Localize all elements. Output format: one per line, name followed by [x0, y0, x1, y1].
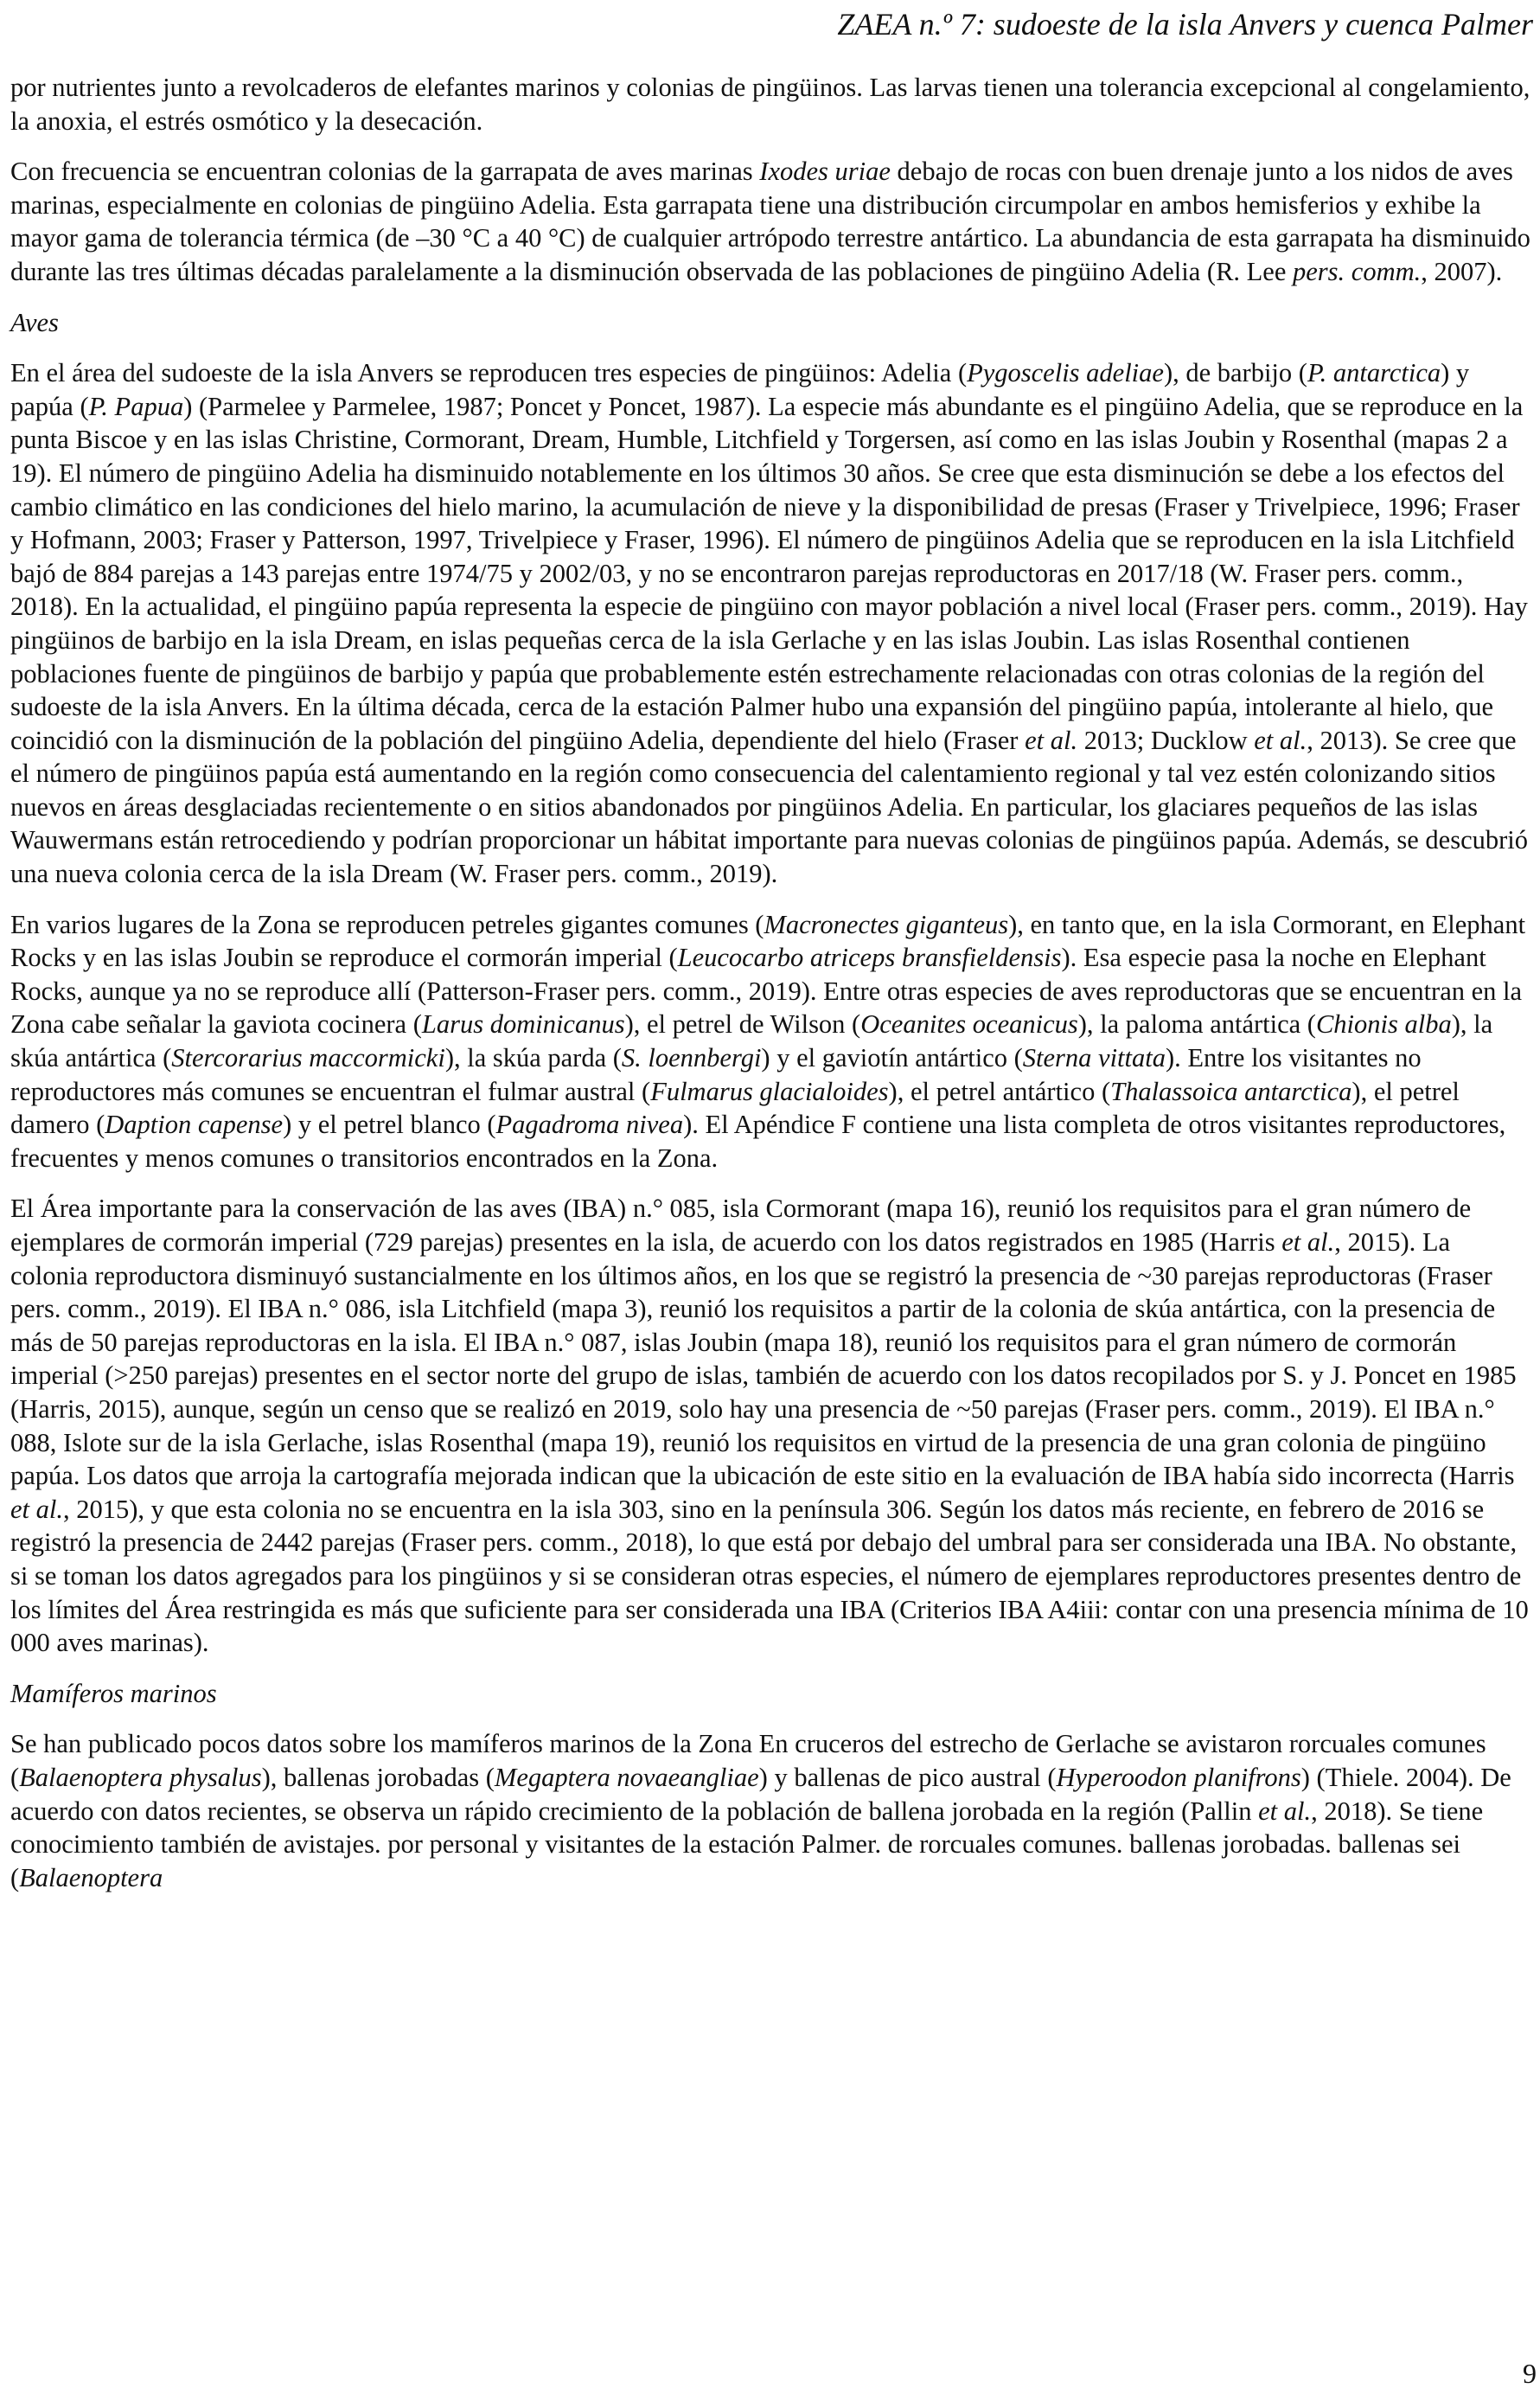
- text-run: ), el petrel damero (: [10, 1076, 1460, 1140]
- body-paragraph: [10, 1727, 1534, 1894]
- document-body: [10, 71, 1534, 1911]
- italic-text: Leucocarbo atriceps bransfieldensis: [677, 943, 1062, 973]
- text-run: ). Esa especie pasa la noche en Elephant Rocks, aunque ya no se reproduce allí (Patterson-Fraser pers. comm., 2019). Entre otras especies de aves reproductoras que se encuentran en la Zona cabe señalar la gaviota cocinera (: [10, 943, 1523, 1040]
- italic-text: Fulmarus glacialoides: [650, 1076, 889, 1106]
- text-run: ), ballenas jorobadas (: [261, 1762, 495, 1792]
- text-run: , 2007).: [1421, 256, 1503, 286]
- body-paragraph: [10, 1192, 1534, 1659]
- italic-text: pers. comm.: [1293, 256, 1422, 286]
- text-run: Con frecuencia se encuentran colonias de la garrapata de aves marinas: [10, 157, 760, 187]
- text-run: debajo de rocas con buen drenaje junto a los nidos de aves marinas, especialmente en colonias de pingüino Adelia. Esta garrapata tiene una distribución circumpolar en ambos hemisferios y exhibe la mayor gama de tolerancia térmica (de –30 °C a 40 °C) de cualquier artrópodo terrestre antártico. La abundancia de esta garrapata ha disminuido durante las tres últimas décadas paralelamente a la disminución observada de las poblaciones de pingüino Adelia (R. Lee: [10, 157, 1530, 286]
- italic-text: Daption capense: [105, 1110, 284, 1140]
- text-run: ), el petrel de Wilson (: [624, 1009, 861, 1040]
- italic-text: P. Papua: [88, 391, 184, 421]
- italic-text: et al.: [10, 1494, 63, 1524]
- text-run: , 2015), y que esta colonia no se encuentra en la isla 303, sino en la península 306. Según los datos más reciente, en febrero de 2016 se registró la presencia de 2442 parejas (Fraser pers. comm., 2018), lo que está por debajo del umbral para ser considerada una IBA. No obstante, si se toman los datos agregados para los pingüinos y si se consideran otras especies, el número de ejemplares reproductores presentes dentro de los límites del Área restringida es más que suficiente para ser considerada una IBA (Criterios IBA A4iii: contar con una presencia mínima de 10 000 aves marinas).: [10, 1494, 1529, 1658]
- body-paragraph: [10, 71, 1534, 138]
- italic-text: Aves: [10, 307, 59, 337]
- text-run: En varios lugares de la Zona se reproducen petreles gigantes comunes (: [10, 909, 764, 939]
- text-run: En el área del sudoeste de la isla Anvers se reproducen tres especies de pingüinos: Adelia (: [10, 358, 968, 388]
- italic-text: et al.: [1025, 725, 1078, 755]
- italic-text: Hyperoodon planifrons: [1056, 1762, 1301, 1792]
- running-header: ZAEA n.º 7: sudoeste de la isla Anvers y cuenca Palmer: [837, 7, 1533, 42]
- text-run: , 2018). Se tiene conocimiento también de avistajes. por personal y visitantes de la estación Palmer. de rorcuales comunes. ballenas jorobadas. ballenas sei (: [10, 1796, 1484, 1892]
- text-run: ) y el gaviotín antártico (: [761, 1043, 1023, 1073]
- body-paragraph: [10, 155, 1534, 288]
- text-run: 2013; Ducklow: [1077, 725, 1255, 755]
- text-run: ), de barbijo (: [1163, 358, 1307, 388]
- section-heading: [10, 306, 1534, 340]
- italic-text: Mamíferos marinos: [10, 1678, 217, 1708]
- text-run: ), en tanto que, en la isla Cormorant, en Elephant Rocks y en las islas Joubin se reproduce el cormorán imperial (: [10, 909, 1526, 973]
- italic-text: Balaenoptera: [19, 1862, 163, 1892]
- italic-text: Oceanites oceanicus: [860, 1009, 1078, 1040]
- italic-text: Balaenoptera physalus: [19, 1762, 262, 1792]
- page-number: 9: [1523, 2358, 1537, 2389]
- italic-text: Pagadroma nivea: [495, 1110, 684, 1140]
- text-run: ) (Thiele. 2004). De acuerdo con datos recientes, se observa un rápido crecimiento de la población de ballena jorobada en la región (Pallin: [10, 1762, 1511, 1826]
- text-run: ), la skúa antártica (: [10, 1009, 1493, 1073]
- italic-text: Ixodes uriae: [759, 157, 891, 187]
- body-paragraph: [10, 908, 1534, 1175]
- text-run: ). El Apéndice F contiene una lista completa de otros visitantes reproductores, frecuentes y menos comunes o transitorios encontrados en la Zona.: [10, 1110, 1506, 1173]
- italic-text: Stercorarius maccormicki: [171, 1043, 445, 1073]
- text-run: ). Entre los visitantes no reproductores más comunes se encuentran el fulmar austral (: [10, 1043, 1422, 1106]
- text-run: El Área importante para la conservación de las aves (IBA) n.° 085, isla Cormorant (mapa 16), reunió los requisitos para el gran número de ejemplares de cormorán imperial (729 parejas) presentes en la isla, de acuerdo con los datos registrados en 1985 (Harris: [10, 1194, 1472, 1257]
- text-run: , 2013). Se cree que el número de pingüinos papúa está aumentando en la región como consecuencia del calentamiento regional y tal vez estén colonizando sitios nuevos en áreas desglaciadas recientemente o en sitios abandonados por pingüinos Adelia. En particular, los glaciares pequeños de las islas Wauwermans están retrocediendo y podrían proporcionar un hábitat importante para nuevas colonias de pingüinos papúa. Además, se descubrió una nueva colonia cerca de la isla Dream (W. Fraser pers. comm., 2019).: [10, 725, 1528, 889]
- section-heading: [10, 1677, 1534, 1711]
- text-run: Se han publicado pocos datos sobre los mamíferos marinos de la Zona En cruceros del estrecho de Gerlache se avistaron rorcuales comunes (: [10, 1729, 1486, 1792]
- italic-text: P. antarctica: [1307, 358, 1441, 388]
- text-run: ) y el petrel blanco (: [283, 1110, 496, 1140]
- text-run: , 2015). La colonia reproductora disminuyó sustancialmente en los últimos años, en los que se registró la presencia de ~30 parejas reproductoras (Fraser pers. comm., 2019). El IBA n.° 086, isla Litchfield (mapa 3), reunió los requisitos a partir de la colonia de skúa antártica, con la presencia de más de 50 parejas reproductoras en la isla. El IBA n.° 087, islas Joubin (mapa 18), reunió los requisitos para el gran número de cormorán imperial (>250 parejas) presentes en el sector norte del grupo de islas, también de acuerdo con los datos recopilados por S. y J. Poncet en 1985 (Harris, 2015), aunque, según un censo que se realizó en 2019, solo hay una presencia de ~50 parejas (Fraser pers. comm., 2019). El IBA n.° 088, Islote sur de la isla Gerlache, islas Rosenthal (mapa 19), reunió los requisitos en virtud de la presencia de una gran colonia de pingüino papúa. Los datos que arroja la cartografía mejorada indican que la ubicación de este sitio en la evaluación de IBA había sido incorrecta (Harris: [10, 1227, 1517, 1491]
- italic-text: Pygoscelis adeliae: [967, 358, 1164, 388]
- italic-text: Sterna vittata: [1022, 1043, 1166, 1073]
- text-run: ) y papúa (: [10, 358, 1470, 421]
- text-run: ) y ballenas de pico austral (: [758, 1762, 1057, 1792]
- body-paragraph: [10, 356, 1534, 891]
- italic-text: et al.: [1254, 725, 1307, 755]
- italic-text: Thalassoica antarctica: [1110, 1076, 1352, 1106]
- text-run: ) (Parmelee y Parmelee, 1987; Poncet y Poncet, 1987). La especie más abundante es el pingüino Adelia, que se reproduce en la punta Biscoe y en las islas Christine, Cormorant, Dream, Humble, Litchfield y Torgersen, así como en las islas Joubin y Rosenthal (mapas 2 a 19). El número de pingüino Adelia ha disminuido notablemente en los últimos 30 años. Se cree que esta disminución se debe a los efectos del cambio climático en las condiciones del hielo marino, la acumulación de nieve y la disponibilidad de presas (Fraser y Trivelpiece, 1996; Fraser y Hofmann, 2003; Fraser y Patterson, 1997, Trivelpiece y Fraser, 1996). El número de pingüinos Adelia que se reproducen en la isla Litchfield bajó de 884 parejas a 143 parejas entre 1974/75 y 2002/03, y no se encontraron parejas reproductoras en 2017/18 (W. Fraser pers. comm., 2018). En la actualidad, el pingüino papúa representa la especie de pingüino con mayor población a nivel local (Fraser pers. comm., 2019). Hay pingüinos de barbijo en la isla Dream, en islas pequeñas cerca de la isla Gerlache y en las islas Joubin. Las islas Rosenthal contienen poblaciones fuente de pingüinos de barbijo y papúa que probablemente estén estrechamente relacionadas con otras colonias de la región del sudoeste de la isla Anvers. En la última década, cerca de la estación Palmer hubo una expansión del pingüino papúa, intolerante al hielo, que coincidió con la disminución de la población del pingüino Adelia, dependiente del hielo (Fraser: [10, 391, 1528, 755]
- italic-text: et al.: [1281, 1227, 1335, 1257]
- text-run: por nutrientes junto a revolcaderos de elefantes marinos y colonias de pingüinos. Las larvas tienen una tolerancia excepcional al congelamiento, la anoxia, el estrés osmótico y la desecación.: [10, 73, 1530, 136]
- italic-text: Chionis alba: [1315, 1009, 1452, 1040]
- text-run: ), la skúa parda (: [444, 1043, 622, 1073]
- italic-text: Megaptera novaeangliae: [494, 1762, 759, 1792]
- italic-text: Macronectes giganteus: [764, 909, 1009, 939]
- text-run: ), la paloma antártica (: [1077, 1009, 1316, 1040]
- italic-text: Larus dominicanus: [421, 1009, 625, 1040]
- text-run: ), el petrel antártico (: [888, 1076, 1111, 1106]
- italic-text: S. loennbergi: [621, 1043, 762, 1073]
- italic-text: et al.: [1258, 1796, 1312, 1826]
